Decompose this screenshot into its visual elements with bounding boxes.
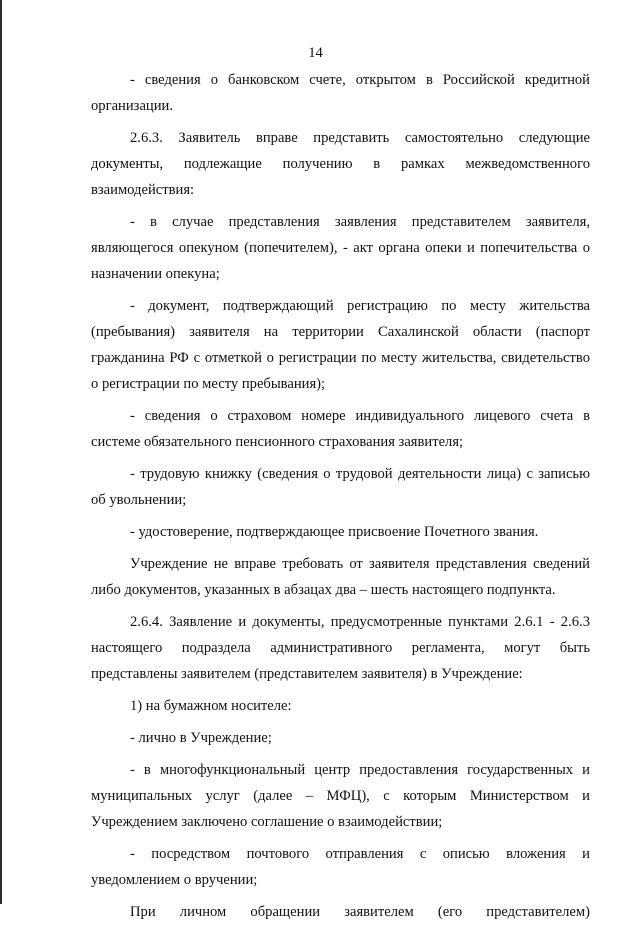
paragraph-personal-appeal: При личном обращении заявителем (его представителем) — [130, 904, 590, 920]
paragraph-bank-account: - сведения о банковском счете, открытом в Российской кредитной организации. — [91, 72, 590, 114]
paragraph-employment-record: - трудовую книжку (сведения о трудовой деятельности лица) с записью об увольнении; — [91, 466, 590, 508]
paragraph-not-entitled: Учреждение не вправе требовать от заявителя представления сведений либо документов, указанных в абзацах два – шесть настоящего подпункта. — [91, 556, 590, 598]
paragraph-mfc: - в многофункциональный центр предоставления государственных и муниципальных услуг (далее – МФЦ), с которым Министерством и Учреждением заключено соглашение о взаимодействии; — [91, 762, 590, 830]
page-number: 14 — [308, 45, 323, 61]
paragraph-2-6-4: 2.6.4. Заявление и документы, предусмотренные пунктами 2.6.1 - 2.6.3 настоящего подраздела административного регламента, могут быть представлены заявителем (представителем заявителя) в Учреждение: — [91, 614, 590, 682]
paragraph-paper-medium: 1) на бумажном носителе: — [130, 698, 292, 714]
body-text — [91, 67, 590, 925]
paragraph-insurance-number: - сведения о страховом номере индивидуального лицевого счета в системе обязательного пенсионного страхования заявителя; — [91, 408, 590, 450]
paragraph-postal: - посредством почтового отправления с описью вложения и уведомлением о вручении; — [91, 846, 590, 888]
paragraph-in-person: - лично в Учреждение; — [130, 730, 272, 746]
paragraph-registration-document: - документ, подтверждающий регистрацию по месту жительства (пребывания) заявителя на территории Сахалинской области (паспорт гражданина РФ с отметкой о регистрации по месту жительства, свидетельство о регистрации по месту пребывания); — [91, 298, 590, 392]
page-left-edge — [0, 0, 2, 904]
paragraph-honorary-title: - удостоверение, подтверждающее присвоение Почетного звания. — [130, 524, 539, 540]
paragraph-guardian-act: - в случае представления заявления представителем заявителя, являющегося опекуном (попечителем), - акт органа опеки и попечительства о назначении опекуна; — [91, 214, 590, 282]
paragraph-2-6-3: 2.6.3. Заявитель вправе представить самостоятельно следующие документы, подлежащие получению в рамках межведомственного взаимодействия: — [91, 130, 590, 198]
